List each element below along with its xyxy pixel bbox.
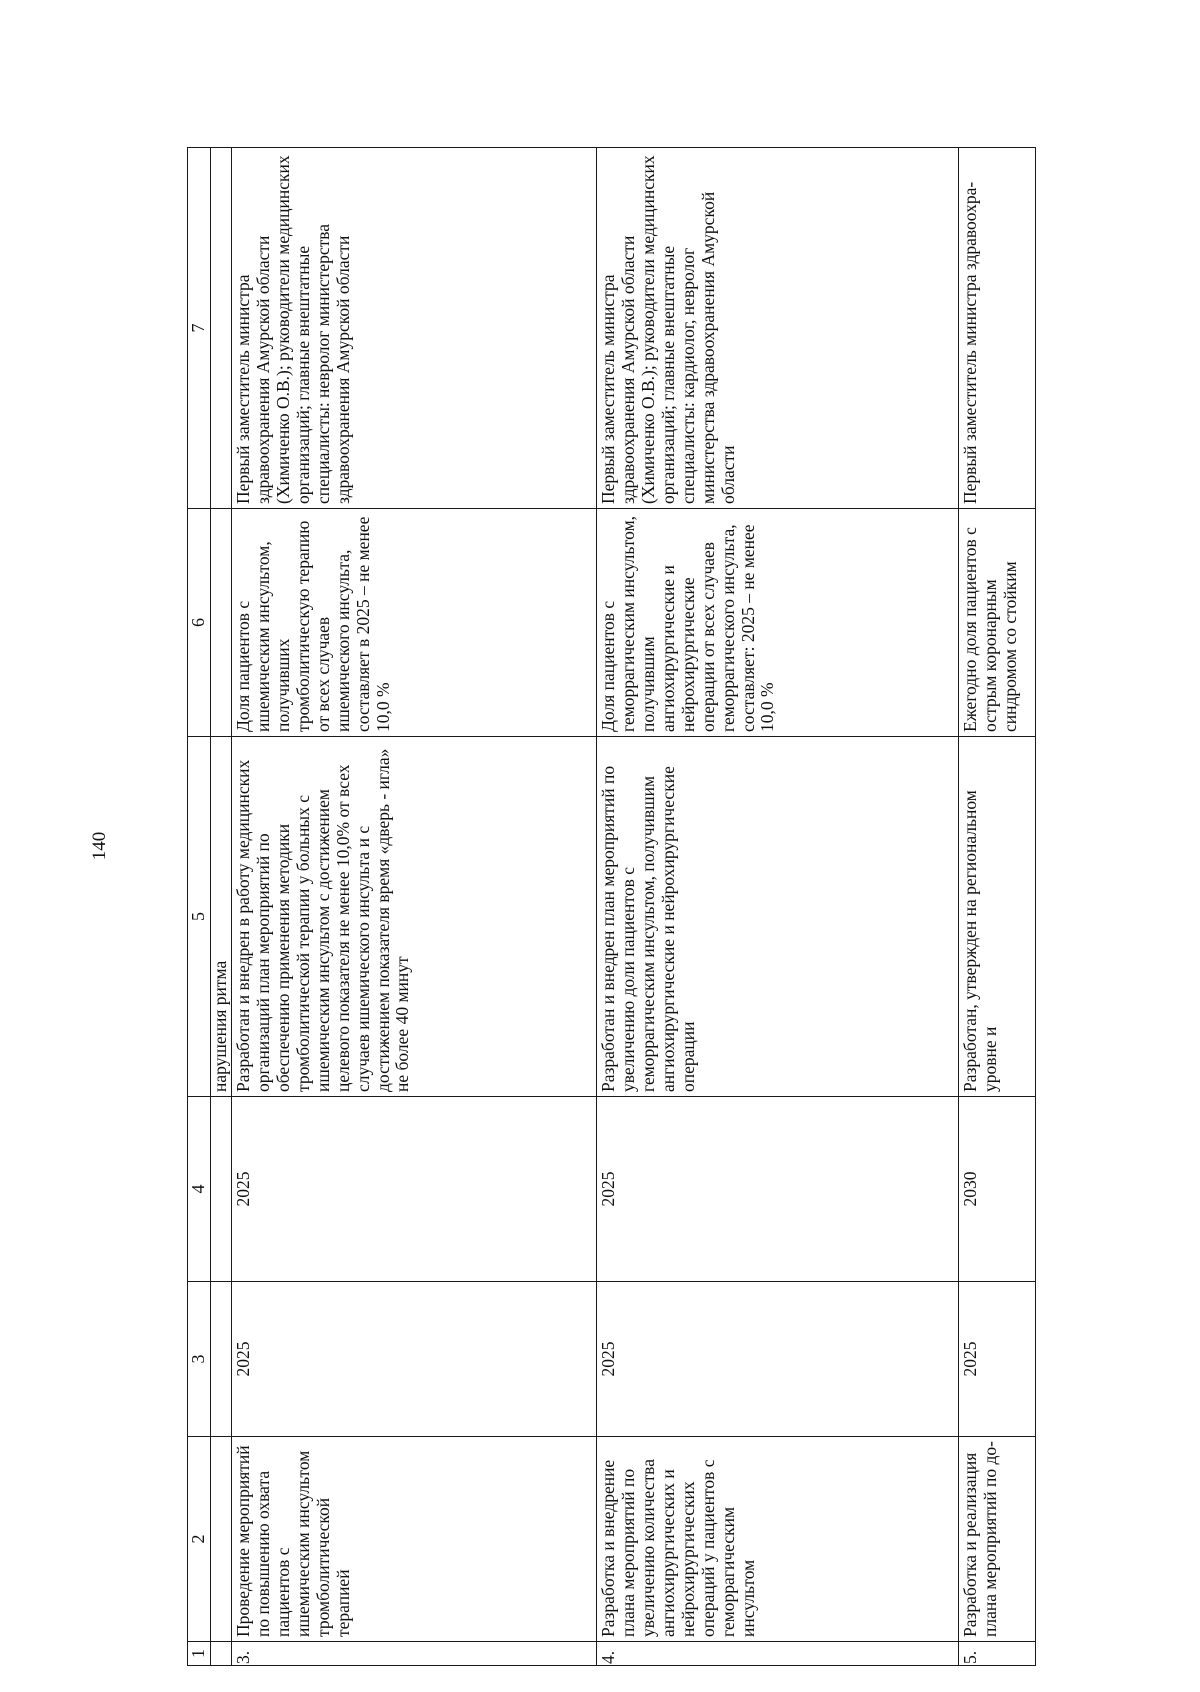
- start-year: 2025: [231, 1282, 596, 1437]
- end-year: 2025: [231, 1097, 596, 1282]
- rotated-table-container: [187, 148, 1037, 1666]
- row-number: 5.: [958, 1642, 1035, 1666]
- header-cell-7: 7: [188, 148, 211, 509]
- indicator: Доля пациентов с ишемическим инсультом, получивших тромболитическую терапию от всех случаев ишемического инсульта, составляет в 2025 – не менее 10,0 %: [231, 509, 596, 737]
- expected-result: Разработан и внедрен план мероприятий по увеличению доли пациентов с геморрагическим инсультом, получившим ангиохирургические и нейрохирургические операции: [596, 737, 958, 1097]
- header-cell-2: 2: [188, 1437, 211, 1642]
- header-cell-4: 4: [188, 1097, 211, 1282]
- measures-table: [187, 147, 1036, 1666]
- start-year: 2025: [596, 1282, 958, 1437]
- measure-name: Разработка и внедрение плана мероприятий по увеличению количества ангиохирургических и нейрохирургических операций у пациентов с геморрагическим инсультом: [596, 1437, 958, 1642]
- header-row: [188, 148, 211, 1666]
- table-row: [231, 148, 596, 1666]
- indicator: Доля пациентов с геморрагическим инсультом, получившим ангиохирургические и нейрохирургические операции от всех случаев геморрагического инсульта, составляет: 2025 – не менее 10,0 %: [596, 509, 958, 737]
- table-row: [596, 148, 958, 1666]
- end-year: 2025: [596, 1097, 958, 1282]
- responsible: Первый заместитель министра здравоохра-: [958, 148, 1035, 509]
- responsible: Первый заместитель министра здравоохранения Амурской области (Химиченко О.В.); руководители медицинских организаций; главные внештатные специалисты: кардиолог, невролог министерства здравоохранения Амурской области: [596, 148, 958, 509]
- end-year: 2030: [958, 1097, 1035, 1282]
- continuation-text: нарушения ритма: [211, 737, 232, 1097]
- start-year: 2025: [958, 1282, 1035, 1437]
- continuation-row: [211, 148, 232, 1666]
- row-number: 3.: [231, 1642, 596, 1666]
- row-number: 4.: [596, 1642, 958, 1666]
- measure-name: Проведение мероприятий по повышению охвата пациентов с ишемическим инсультом тромболитической терапией: [231, 1437, 596, 1642]
- header-cell-5: 5: [188, 737, 211, 1097]
- header-cell-1: 1: [188, 1642, 211, 1666]
- expected-result: Разработан и внедрен в работу медицинских организаций план мероприятий по обеспечению применения методики тромболитической терапии у больных с ишемическим инсультом с достижением целевого показателя не менее 10,0% от всех случаев ишемического инсульта и с достижением показателя время «дверь - игла» не более 40 минут: [231, 737, 596, 1097]
- header-cell-3: 3: [188, 1282, 211, 1437]
- header-cell-6: 6: [188, 509, 211, 737]
- responsible: Первый заместитель министра здравоохранения Амурской области (Химиченко О.В.); руководители медицинских организаций; главные внештатные специалисты: невролог министерства здравоохранения Амурской области: [231, 148, 596, 509]
- measure-name: Разработка и реализация плана мероприятий по до-: [958, 1437, 1035, 1642]
- page-number: 140: [89, 831, 110, 861]
- indicator: Ежегодно доля пациентов с острым коронарным синдромом со стойким: [958, 509, 1035, 737]
- expected-result: Разработан, утвержден на региональном уровне и: [958, 737, 1035, 1097]
- table-row: [958, 148, 1035, 1666]
